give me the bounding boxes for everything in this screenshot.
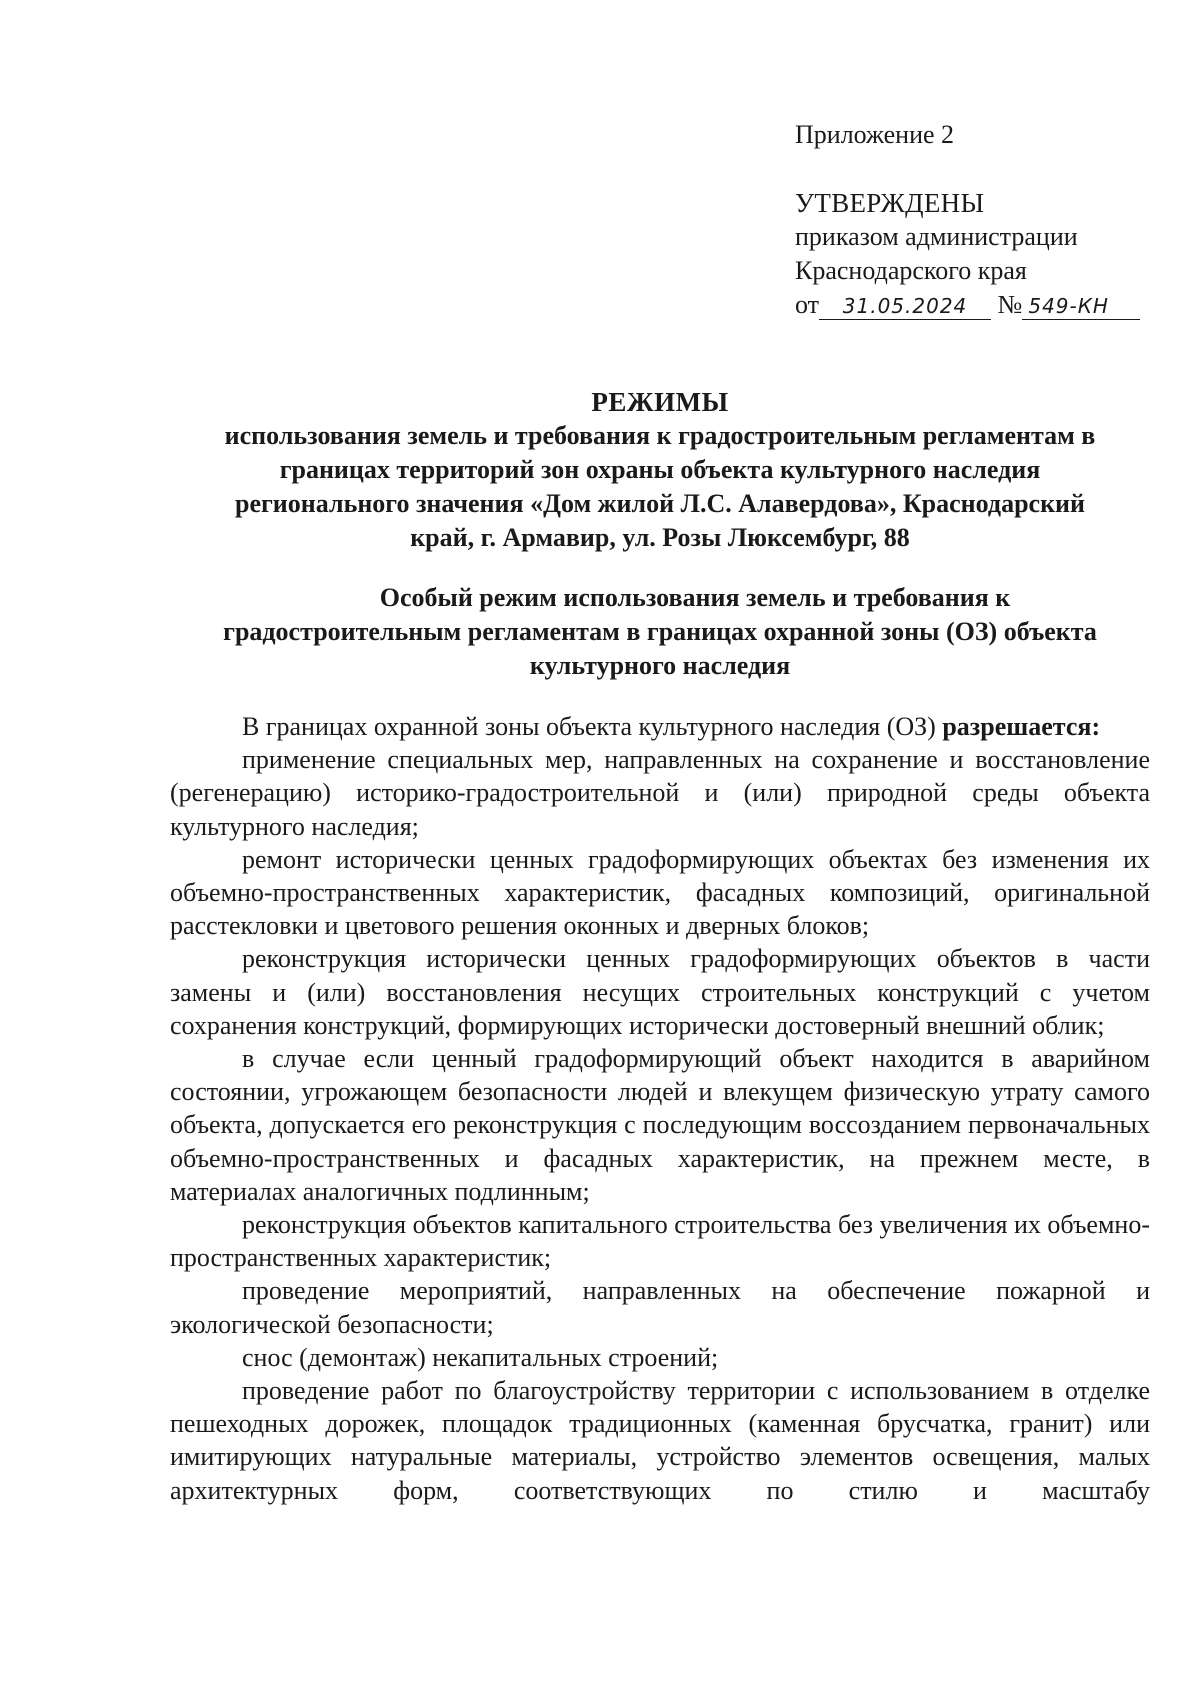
handwritten-number: 549-КН [1022, 293, 1140, 320]
intro-text: В границах охранной зоны объекта культурного наследия (ОЗ) [242, 712, 936, 741]
list-item: снос (демонтаж) некапитальных строений; [242, 1342, 719, 1372]
body-text [170, 710, 1150, 1507]
section-heading-line-3: культурного наследия [529, 651, 791, 680]
list-item: проведение работ по благоустройству территории с использованием в отделке пешеходных дорожек, площадок традиционных (каменная брусчатка, гранит) или имитирующих натуральные материалы, устройство элементов освещения, малых архитектурных форм, соответствующих по стилю и масштабу [170, 1376, 1150, 1505]
intro-paragraph [170, 710, 1150, 743]
intro-bold-text: разрешается: [942, 712, 1101, 741]
title-line-3: регионального значения «Дом жилой Л.С. Алавердова», Краснодарский [234, 489, 1086, 518]
approval-line-2: Краснодарского края [795, 256, 1027, 285]
approval-line-1: приказом администрации [795, 222, 1078, 251]
number-label: № [997, 290, 1023, 319]
list-item: реконструкция объектов капитального строительства без увеличения их объемно-пространственных характеристик; [170, 1210, 1150, 1273]
list-item: реконструкция исторически ценных градоформирующих объектов в части замены и (или) восстановления несущих строительных конструкций с учетом сохранения конструкций, формирующих исторически достоверный внешний облик; [170, 944, 1150, 1040]
document-title [170, 385, 1150, 555]
title-main: РЕЖИМЫ [591, 387, 729, 417]
appendix-label: Приложение 2 [795, 120, 955, 149]
title-line-2: границах территорий зон охраны объекта культурного наследия [279, 455, 1041, 484]
section-heading [170, 581, 1150, 683]
title-line-4: край, г. Армавир, ул. Розы Люксембург, 88 [410, 523, 910, 552]
list-item: в случае если ценный градоформирующий объект находится в аварийном состоянии, угрожающем безопасности людей и влекущем физическую утрату самого объекта, допускается его реконструкция с последующим воссозданием первоначальных объемно-пространственных и фасадных характеристик, на прежнем месте, в материалах аналогичных подлинным; [170, 1044, 1150, 1206]
section-heading-line-2: градостроительным регламентам в границах охранной зоны (ОЗ) объекта [223, 617, 1097, 646]
from-label: от [795, 290, 820, 319]
list-item: применение специальных мер, направленных на сохранение и восстановление (регенерацию) историко-градостроительной и (или) природной среды объекта культурного наследия; [170, 745, 1150, 841]
approval-block [795, 118, 1155, 322]
section-heading-line-1: Особый режим использования земель и требования к [379, 583, 1011, 612]
approved-stamp-text: УТВЕРЖДЕНЫ [795, 188, 985, 218]
title-line-1: использования земель и требования к градостроительным регламентам в [224, 421, 1096, 450]
order-reference [795, 288, 1155, 322]
list-item: проведение мероприятий, направленных на обеспечение пожарной и экологической безопасности; [170, 1276, 1150, 1339]
list-item: ремонт исторически ценных градоформирующих объектах без изменения их объемно-пространственных характеристик, фасадных композиций, оригинальной расстекловки и цветового решения оконных и дверных блоков; [170, 844, 1150, 941]
handwritten-date: 31.05.2024 [819, 293, 991, 320]
